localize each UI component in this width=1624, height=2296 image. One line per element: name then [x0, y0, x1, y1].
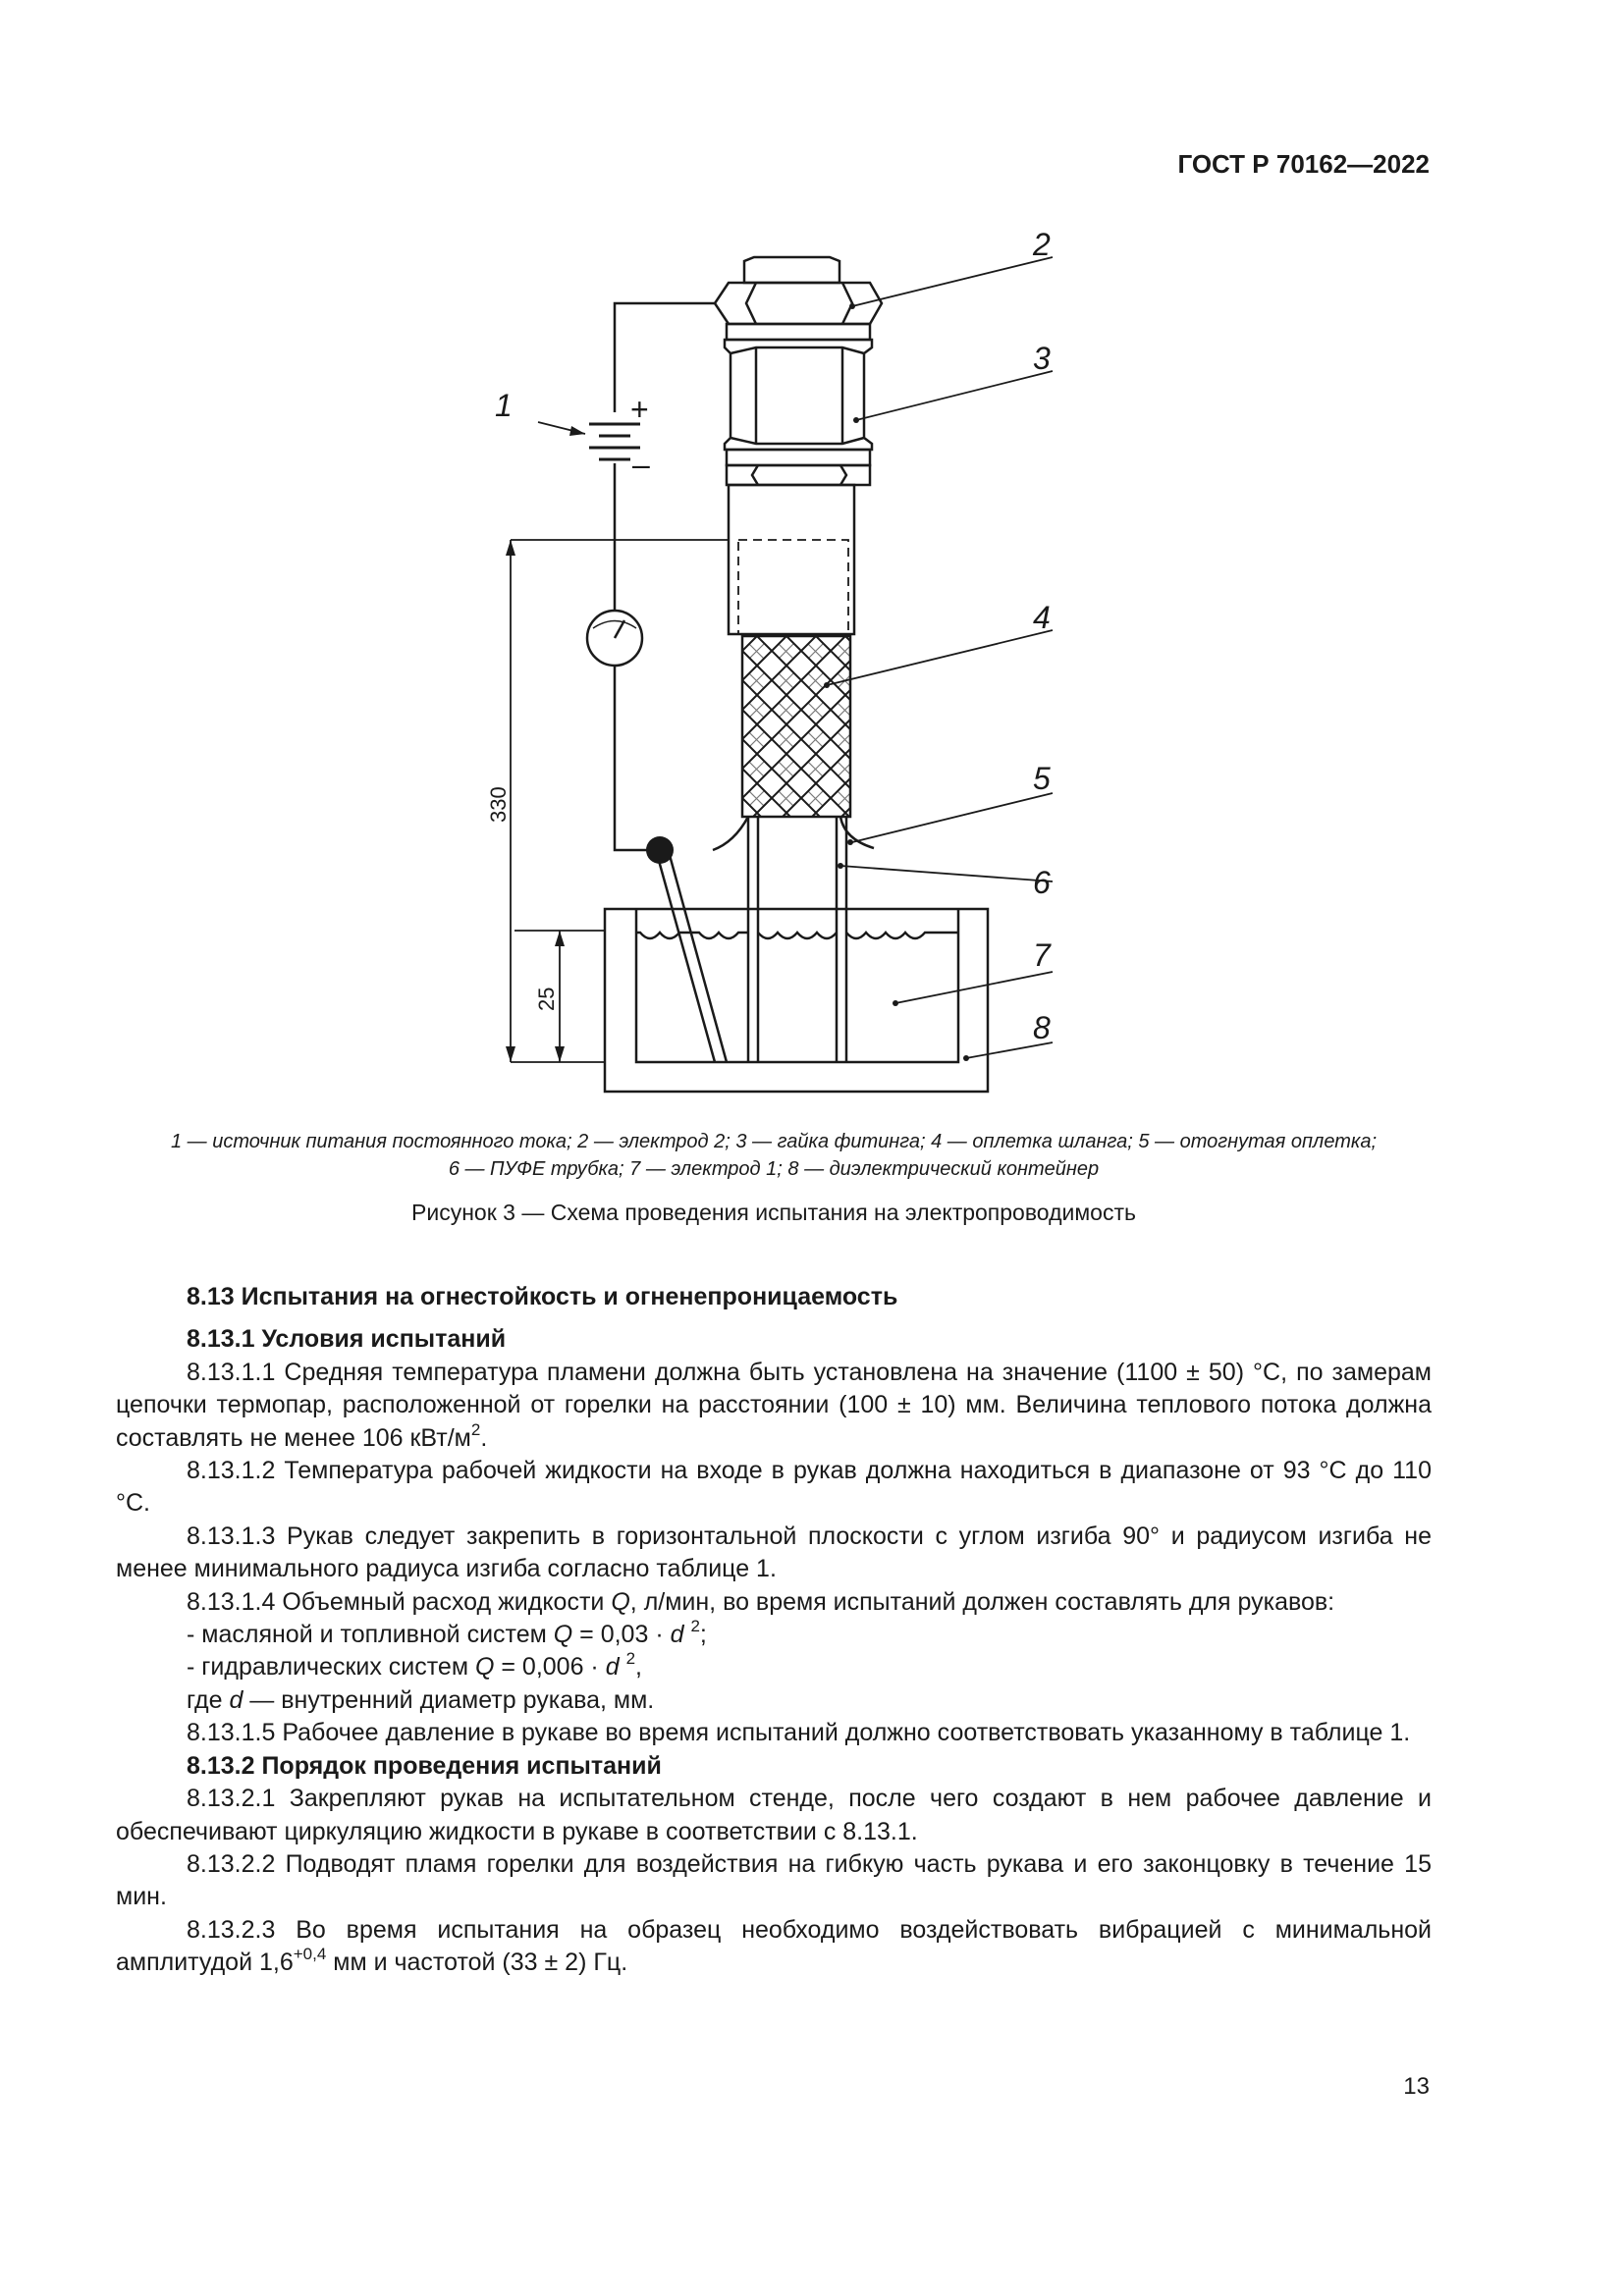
- where-clause: где d — внутренний диаметр рукава, мм.: [187, 1685, 655, 1714]
- polarity-minus: –: [632, 447, 650, 482]
- clause-number: 8.13.1.5: [187, 1719, 276, 1747]
- callout-1: 1: [495, 388, 513, 423]
- figure-caption: Рисунок 3 — Схема проведения испытания на электропроводимость: [411, 1200, 1136, 1225]
- callout-4: 4: [1033, 600, 1051, 635]
- callout-3: 3: [1033, 341, 1051, 376]
- callout-5: 5: [1033, 761, 1051, 796]
- electrode-1-rod: [656, 848, 727, 1062]
- subsection-title-procedure: 8.13.2 Порядок проведения испытаний: [187, 1751, 662, 1780]
- legend-line-1: 1 — источник питания постоянного тока; 2 — электрод 2; 3 — гайка фитинга; 4 — оплетка шланга; 5 — отогнутая оплетка;: [170, 1131, 1378, 1152]
- paragraph-8-13-1-1: 8.13.1.1 Средняя температура пламени должна быть установлена на значение (1100 ± 50) °С, по замерам цепочки термопар, расположенной от горелки на расстоянии (100 ± 10) мм. Величина теплового потока должна составлять не менее 106 кВт/$м^2$.: [116, 1358, 1432, 1452]
- clause-number: 8.13.2.1: [187, 1785, 276, 1813]
- clause-text: Закрепляют рукав на испытательном стенде, после чего создают в нем рабочее давление и обеспечивают циркуляцию жидкости в рукаве в соответствии с 8.13.1.: [116, 1785, 1432, 1845]
- electrode-2-nut: [715, 283, 882, 324]
- polarity-plus: +: [630, 392, 649, 427]
- fitting-sleeve: [729, 485, 854, 634]
- clause-number: 8.13.2.3: [187, 1915, 276, 1944]
- paragraph-8-13-2-3: 8.13.2.3 Во время испытания на образец необходимо воздействовать вибрацией с минимальной амплитудой $1,6^{+0,4}$ мм и частотой (33 ± 2) Гц.: [116, 1915, 1432, 1977]
- paragraph-8-13-1-5: [116, 1717, 1432, 1749]
- ammeter-symbol: [587, 611, 642, 666]
- superscript: 2: [470, 1419, 481, 1439]
- clause-number: 8.13.1.4: [187, 1587, 276, 1616]
- clause-text: Рукав следует закрепить в горизонтальной плоскости с углом изгиба 90° и радиусом изгиба не менее минимального радиуса изгиба согласно таблице 1.: [116, 1522, 1432, 1583]
- page-number: 13: [1403, 2073, 1430, 2100]
- hose-braid: [742, 636, 850, 817]
- clause-text: Подводят пламя горелки для воздействия на гибкую часть рукава и его законцовку в течение 15 мин.: [116, 1849, 1432, 1911]
- paragraph-8-13-2-1: [116, 1783, 1432, 1848]
- section-body: [116, 1281, 1432, 1980]
- callout-6: 6: [1033, 865, 1051, 900]
- subsection-title-conditions: 8.13.1 Условия испытаний: [187, 1325, 507, 1354]
- bent-braid-left: [713, 817, 748, 850]
- tolerance-superscript: +0,4: [293, 1945, 327, 1964]
- ptfe-tube: [748, 817, 846, 1062]
- section-title: 8.13 Испытания на огнестойкость и огненепроницаемость: [187, 1283, 898, 1310]
- list-item-oil-fuel: - масляной и топливной систем Q = 0,03 · d $^2$;: [187, 1617, 707, 1649]
- test-scheme-figure: [0, 0, 1624, 1109]
- dimension-25: 25: [534, 987, 559, 1011]
- callout-2: 2: [1033, 227, 1051, 262]
- callout-7: 7: [1033, 937, 1051, 973]
- clause-number: 8.13.1.1: [187, 1358, 276, 1386]
- paragraph-8-13-1-3: [116, 1521, 1432, 1586]
- clause-text: Рабочее давление в рукаве во время испытаний должно соответствовать указанному в таблице 1.: [282, 1719, 1411, 1747]
- dimension-330: 330: [486, 786, 511, 823]
- clause-text: Средняя температура пламени должна быть установлена на значение (1100 ± 50) °С, по замерам цепочки термопар, расположенной от горелки на расстоянии (100 ± 10) мм. Величина теплового потока должна составлять не менее 106 кВт/м: [116, 1358, 1432, 1452]
- electrode-1-contact: [646, 836, 674, 864]
- paragraph-8-13-1-2: [116, 1455, 1432, 1521]
- fitting-nut: [725, 340, 872, 450]
- fitting-lower-nut: [727, 450, 870, 485]
- paragraph-8-13-2-2: [116, 1848, 1432, 1914]
- variable-q: Q: [611, 1587, 630, 1616]
- list-item-hydraulic: - гидравлических систем Q = 0,006 · d $^2$,: [187, 1649, 642, 1682]
- legend-line-2: 6 — ПУФЕ трубка; 7 — электрод 1; 8 — диэлектрический контейнер: [448, 1158, 1100, 1180]
- fitting-cap: [744, 257, 839, 283]
- standard-code: ГОСТ Р 70162—2022: [1177, 149, 1430, 179]
- paragraph-8-13-1-4: 8.13.1.4 Объемный расход жидкости Q, л/мин, во время испытаний должен составлять для рукавов:: [187, 1587, 1335, 1616]
- wire-circuit: [615, 303, 715, 850]
- clause-number: 8.13.1.2: [187, 1457, 276, 1485]
- clause-text: Температура рабочей жидкости на входе в рукав должна находиться в диапазоне от 93 °С до 110 °С.: [116, 1457, 1432, 1518]
- clause-number: 8.13.1.3: [187, 1522, 276, 1550]
- callout-8: 8: [1033, 1010, 1051, 1045]
- liquid-surface: [636, 933, 958, 938]
- fitting-neck: [727, 324, 870, 340]
- clause-number: 8.13.2.2: [187, 1849, 276, 1878]
